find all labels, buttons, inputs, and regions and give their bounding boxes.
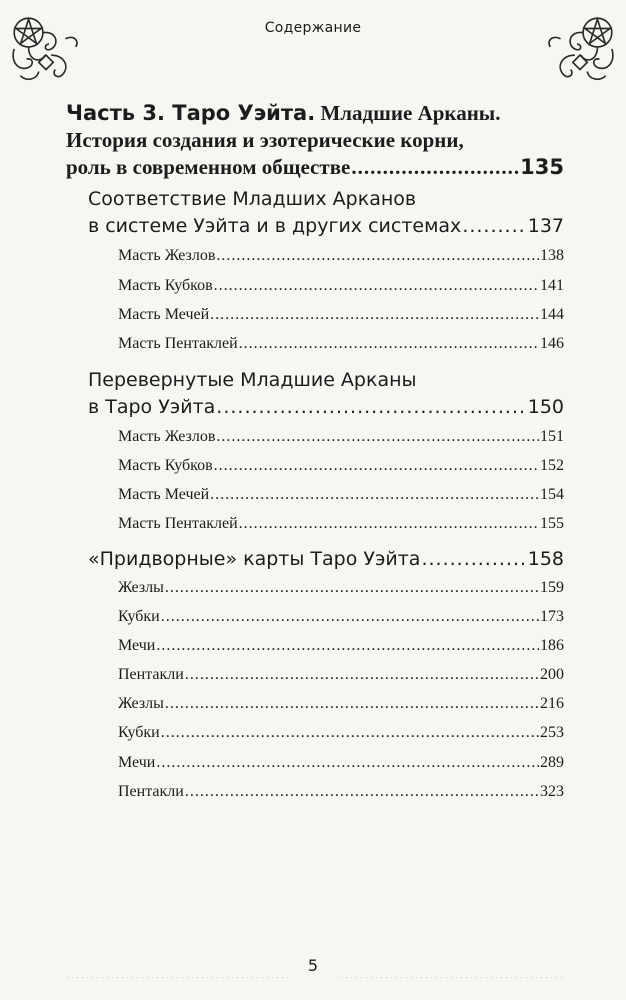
section-page-number: 158 [527,548,564,570]
entry-page-number: 138 [540,247,564,264]
entry-page-number: 323 [540,783,564,800]
dot-leader [239,334,539,354]
entry-label: Кубки [118,608,160,625]
dot-leader [210,485,539,505]
dot-leader [210,305,539,325]
dot-leader [351,154,519,181]
section-title: «Придворные» карты Таро Уэйта [88,548,421,570]
entry-label: Масть Пентаклей [118,515,238,532]
dot-leader [165,694,539,714]
dot-leader [239,514,539,534]
part-title-line2: История создания и эзотерические корни, [66,128,464,152]
entry-label: Мечи [118,754,156,771]
entry-page-number: 200 [540,666,564,683]
entry-page-number: 141 [540,277,564,294]
toc-entry[interactable] [118,694,564,714]
toc-section[interactable] [88,367,564,421]
toc-entry[interactable] [118,723,564,743]
dot-leader [216,246,539,266]
toc-entry[interactable] [118,276,564,296]
toc-part-heading[interactable] [66,100,564,181]
dot-leader [214,276,539,296]
toc-entry[interactable] [118,665,564,685]
entry-page-number: 253 [540,724,564,741]
toc-entry[interactable] [118,334,564,354]
footer-rule-right [340,968,564,978]
section-page-number: 150 [527,396,564,418]
toc-entry[interactable] [118,753,564,773]
entry-page-number: 289 [540,754,564,771]
entry-page-number: 173 [540,608,564,625]
entry-page-number: 216 [540,695,564,712]
toc-entry[interactable] [118,456,564,476]
part-label: Часть 3. Таро Уэйта. [66,101,316,125]
dot-leader [462,213,526,240]
dot-leader [161,723,539,743]
entry-label: Масть Мечей [118,306,210,323]
toc-section[interactable] [88,546,564,573]
toc-entry[interactable] [118,782,564,802]
toc-entry[interactable] [118,514,564,534]
entry-page-number: 151 [540,428,564,445]
section-title: Перевернутые Младшие Арканы [88,369,417,391]
entry-label: Кубки [118,724,160,741]
entry-page-number: 152 [540,457,564,474]
dot-leader [216,394,526,421]
entry-label: Мечи [118,637,156,654]
toc-entry[interactable] [118,246,564,266]
dot-leader [421,546,526,573]
dot-leader [161,607,539,627]
entry-label: Жезлы [118,579,164,596]
running-title: Содержание [264,20,362,36]
entry-label: Масть Кубков [118,277,213,294]
section-title: в системе Уэйта и в других системах [88,215,462,237]
dot-leader [156,636,539,656]
entry-page-number: 144 [540,306,564,323]
toc-section[interactable] [88,186,564,240]
entry-label: Пентакли [118,783,184,800]
section-page-number: 137 [527,215,564,237]
entry-label: Масть Мечей [118,486,210,503]
entry-page-number: 155 [540,515,564,532]
dot-leader [156,753,539,773]
section-title: Соответствие Младших Арканов [88,188,417,210]
dot-leader [216,427,539,447]
toc-entry[interactable] [118,636,564,656]
page-number: 5 [307,956,319,975]
toc-entry[interactable] [118,485,564,505]
toc-entry[interactable] [118,578,564,598]
section-title: в Таро Уэйта [88,396,216,418]
dot-leader [185,782,539,802]
entry-label: Масть Пентаклей [118,335,238,352]
entry-label: Жезлы [118,695,164,712]
entry-label: Пентакли [118,666,184,683]
toc-entry[interactable] [118,305,564,325]
part-page-number: 135 [520,155,564,179]
dot-leader [165,578,539,598]
toc-entry[interactable] [118,427,564,447]
entry-label: Масть Жезлов [118,428,216,445]
part-title-line3: роль в современном обществе [66,155,351,179]
entry-page-number: 159 [540,579,564,596]
entry-page-number: 154 [540,486,564,503]
toc-entry[interactable] [118,607,564,627]
entry-label: Масть Жезлов [118,247,216,264]
entry-page-number: 186 [540,637,564,654]
dot-leader [214,456,539,476]
dot-leader [185,665,539,685]
part-title-line1: Младшие Арканы. [320,101,501,125]
entry-page-number: 146 [540,335,564,352]
entry-label: Масть Кубков [118,457,213,474]
